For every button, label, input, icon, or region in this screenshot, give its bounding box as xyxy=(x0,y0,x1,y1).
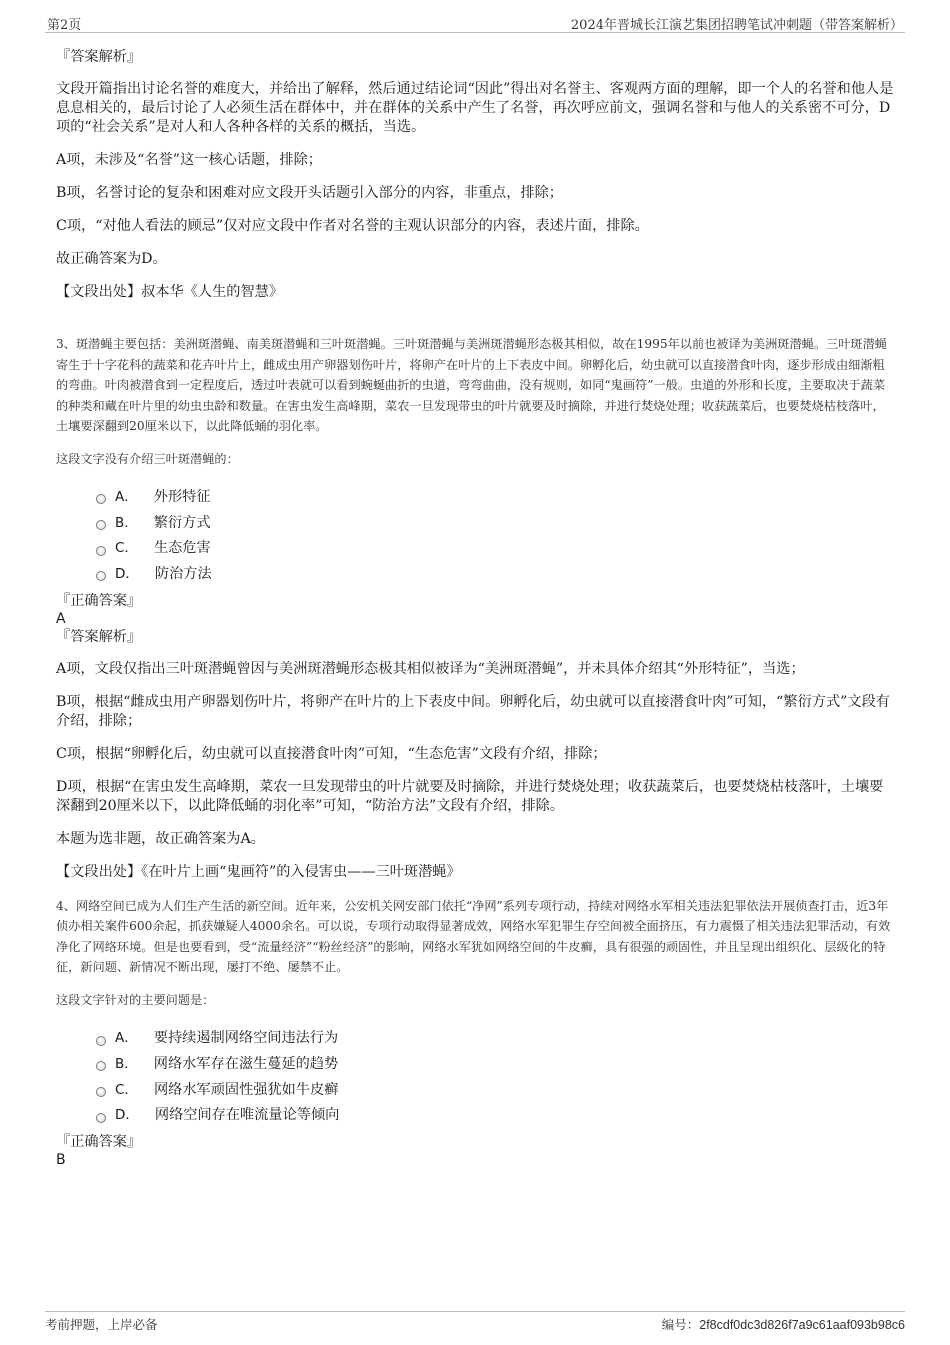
radio-button-icon[interactable] xyxy=(96,1087,106,1097)
q2-analysis-a: A项，未涉及“名誉”这一核心话题，排除； xyxy=(56,152,322,168)
option-letter: D． xyxy=(115,1107,139,1124)
q3-analysis-title: 『答案解析』 xyxy=(56,628,142,645)
radio-button-icon[interactable] xyxy=(96,546,106,556)
q2-source: 【文段出处】叔本华《人生的智慧》 xyxy=(56,284,284,300)
option-letter: C． xyxy=(115,1081,138,1098)
option-text: 防治方法 xyxy=(154,566,212,583)
q3-option-d[interactable] xyxy=(96,562,896,588)
q3-analysis-a: A项，文段仅指出三叶斑潜蝇曾因与美洲斑潜蝇形态极其相似被译为“美洲斑潜蝇”，并未具体介绍其“外形特征”，当选； xyxy=(56,660,805,677)
option-letter: A． xyxy=(115,489,138,505)
q3-question: 这段文字没有介绍三叶斑潜蝇的： xyxy=(56,451,239,466)
q4-correct-title: 『正确答案』 xyxy=(56,1134,142,1150)
q3-options xyxy=(56,485,896,588)
option-letter: C． xyxy=(115,540,138,557)
option-text: 要持续遏制网络空间违法行为 xyxy=(153,1030,339,1047)
q2-analysis-intro: 文段开篇指出讨论名誉的难度大，并给出了解释，然后通过结论词“因此”得出对名誉主、客观两方面的理解，即一个人的名誉和他人是息息相关的，最后讨论了人必须生活在群体中，并在群体的关系中产生了名誉，再次呼应前文，强调名誉和与他人的关系密不可分，D项的“社会关系”是对人和人各种各样的关系的概括，当选。 xyxy=(56,81,894,135)
option-text: 生态危害 xyxy=(153,540,211,557)
q3-analysis-d: D项，根据“在害虫发生高峰期，菜农一旦发现带虫的叶片就要及时摘除，并进行焚烧处理；收获蔬菜后，也要焚烧枯枝落叶，土壤要深翻到20厘米以下，以此降低蛹的羽化率”可知，“防治方法”文段有介绍，排除。 xyxy=(56,778,884,814)
q3-correct-answer: A xyxy=(56,610,66,627)
radio-button-icon[interactable] xyxy=(96,1036,106,1046)
q3-analysis-b: B项，根据“雌成虫用产卵器划伤叶片，将卵产在叶片的上下表皮中间。卵孵化后，幼虫就可以直接潜食叶肉”可知，“繁衍方式”文段有介绍，排除； xyxy=(56,693,890,729)
q3-correct-title: 『正确答案』 xyxy=(56,592,142,609)
q4-option-a[interactable] xyxy=(96,1026,896,1052)
q3-option-a[interactable] xyxy=(96,485,896,511)
option-letter: B． xyxy=(115,1055,138,1072)
option-text: 外形特征 xyxy=(153,489,211,505)
page-header xyxy=(45,14,905,33)
document-code xyxy=(662,1315,905,1333)
page-content xyxy=(56,48,896,1169)
q3-passage: 3、斑潜蝇主要包括：美洲斑潜蝇、南美斑潜蝇和三叶斑潜蝇。三叶斑潜蝇与美洲斑潜蝇形态极其相似，故在1995年以前也被译为美洲斑潜蝇。三叶斑潜蝇寄生于十字花科的蔬菜和花卉叶片上，雌成虫用产卵器划伤叶片，将卵产在叶片的上下表皮中间。卵孵化后，幼虫就可以直接潜食叶肉，逐步形成由细渐粗的弯曲。叶肉被潜食到一定程度后，透过叶表就可以看到蜿蜒曲折的虫道，弯弯曲曲，没有规则，如同“鬼画符”一般。虫道的外形和长度，主要取决于蔬菜的种类和藏在叶片里的幼虫虫龄和数量。在害虫发生高峰期，菜农一旦发现带虫的叶片就要及时摘除，并进行焚烧处理；收获蔬菜后，也要焚烧枯枝落叶，土壤要深翻到20厘米以下，以此降低蛹的羽化率。 xyxy=(56,337,887,433)
document-title: 2024年晋城长江演艺集团招聘笔试冲刺题（带答案解析） xyxy=(570,18,903,33)
q2-analysis-c: C项，“对他人看法的顾忌”仅对应文段中作者对名誉的主观认识部分的内容，表述片面，排除。 xyxy=(56,218,649,234)
q4-option-b[interactable] xyxy=(96,1052,896,1078)
q3-conclusion: 本题为选非题，故正确答案为A。 xyxy=(56,830,265,847)
option-text: 繁衍方式 xyxy=(153,514,211,531)
radio-button-icon[interactable] xyxy=(96,1113,106,1123)
option-letter: D． xyxy=(115,566,139,583)
option-letter: B． xyxy=(115,514,138,531)
option-text: 网络水军顽固性强犹如牛皮癣 xyxy=(153,1081,339,1098)
q3-analysis-c: C项，根据“卵孵化后，幼虫就可以直接潜食叶肉”可知，“生态危害”文段有介绍，排除； xyxy=(56,745,607,762)
q4-question: 这段文字针对的主要问题是： xyxy=(56,992,215,1007)
radio-button-icon[interactable] xyxy=(96,494,106,504)
page-footer xyxy=(45,1311,905,1332)
code-label: 编号： xyxy=(661,1317,700,1332)
q4-correct-answer: B xyxy=(56,1152,66,1168)
q4-option-d[interactable] xyxy=(96,1103,896,1129)
footer-slogan: 考前押题，上岸必备 xyxy=(45,1317,158,1332)
q3-option-b[interactable] xyxy=(96,511,896,537)
q2-conclusion: 故正确答案为D。 xyxy=(56,251,167,267)
radio-button-icon[interactable] xyxy=(96,520,106,530)
q3-option-c[interactable] xyxy=(96,536,896,562)
q4-passage: 4、网络空间已成为人们生产生活的新空间。近年来，公安机关网安部门依托“净网”系列专项行动，持续对网络水军相关违法犯罪依法开展侦查打击，近3年侦办相关案件600余起，抓获嫌疑人4000余名。可以说，专项行动取得显著成效，网络水军犯罪生存空间被全面挤压，有力震慑了相关违法犯罪活动，有效净化了网络环境。但是也要看到，受“流量经济”“粉丝经济”的影响，网络水军犹如网络空间的牛皮癣，具有很强的顽固性，并且呈现出组织化、层级化的特征，新问题、新情况不断出现，屡打不绝、屡禁不止。 xyxy=(56,898,891,975)
option-letter: A． xyxy=(115,1030,138,1047)
q3-source: 【文段出处】《在叶片上画“鬼画符”的入侵害虫——三叶斑潜蝇》 xyxy=(56,863,461,880)
radio-button-icon[interactable] xyxy=(96,571,106,581)
code-value: 2f8cdf0dc3d826f7a9c61aaf093b98c6 xyxy=(699,1318,905,1332)
radio-button-icon[interactable] xyxy=(96,1061,106,1071)
option-text: 网络水军存在滋生蔓延的趋势 xyxy=(153,1055,339,1072)
q2-analysis-title: 『答案解析』 xyxy=(56,49,142,65)
page-number: 第2页 xyxy=(47,18,82,33)
q4-options xyxy=(56,1026,896,1129)
q2-analysis-b: B项，名誉讨论的复杂和困难对应文段开头话题引入部分的内容，非重点，排除； xyxy=(56,185,563,201)
option-text: 网络空间存在唯流量论等倾向 xyxy=(154,1107,340,1124)
q4-option-c[interactable] xyxy=(96,1078,896,1104)
